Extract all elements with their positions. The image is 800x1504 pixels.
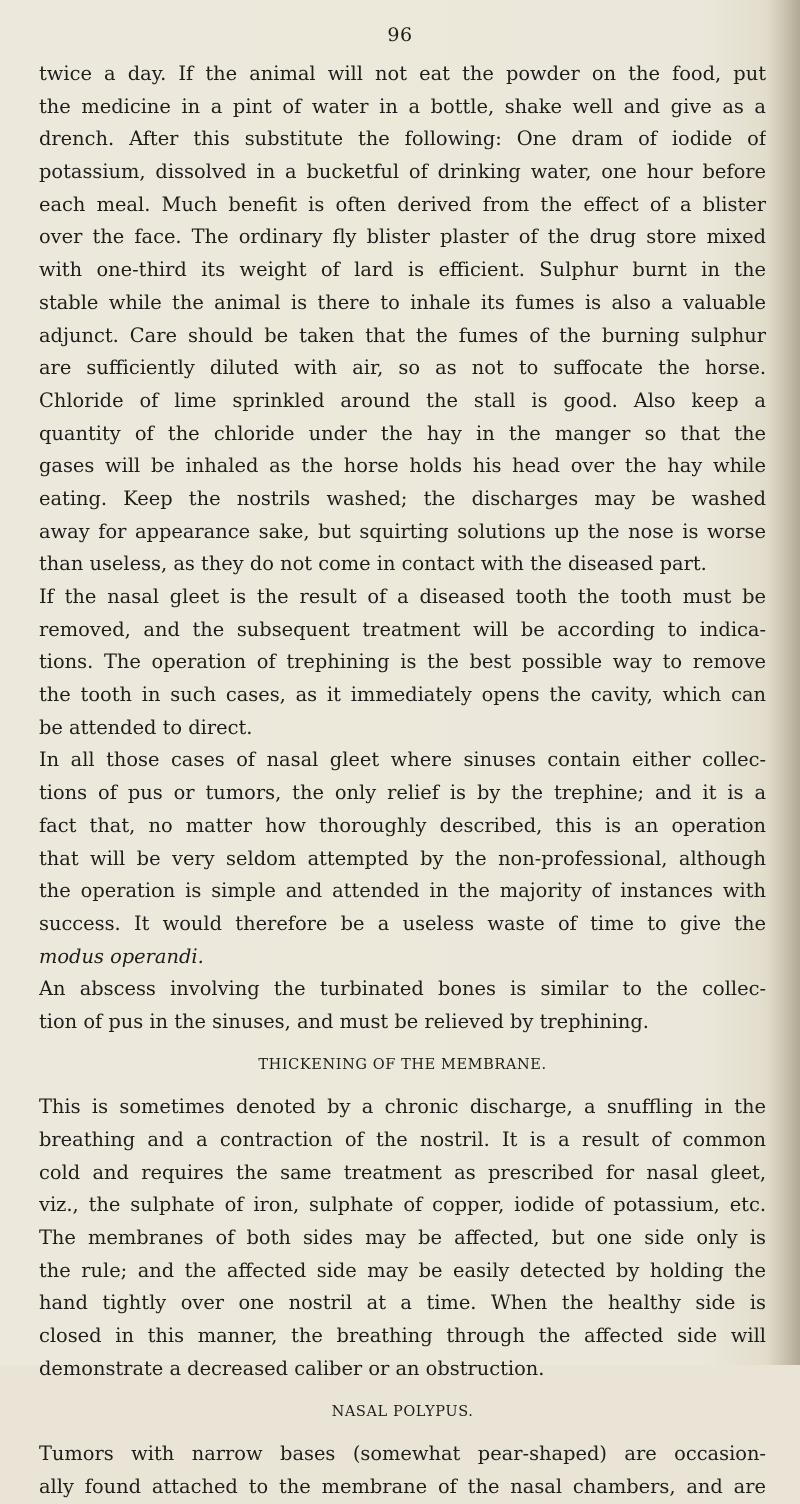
text-line-italic: modus operandi. [39,944,204,968]
text-line: This is sometimes denoted by a chronic discharge, a snuffling in the [39,1095,766,1119]
page-edge-shadow [766,0,800,1365]
text-line: hand tightly over one nostril at a time. When the healthy side is [39,1291,766,1315]
text-line: If the nasal gleet is the result of a diseased tooth the tooth must be [39,585,766,608]
text-line: drench. After this substitute the following: One dram of iodide of [39,127,766,151]
text-line: eating. Keep the nostrils washed; the discharges may be washed [39,486,766,510]
text-line: twice a day. If the animal will not eat the powder on the food, put [39,62,766,85]
text-line: adjunct. Care should be taken that the fumes of the burning sulphur [39,323,766,347]
text-line: In all those cases of nasal gleet where sinuses contain either collec- [39,748,766,772]
body-text [39,58,766,1504]
text-line: ally found attached to the membrane of the nasal chambers, and are [39,1474,766,1498]
text-line: success. It would therefore be a useless waste of time to give the [39,911,766,935]
text-line: viz., the sulphate of iron, sulphate of copper, iodide of potassium, etc. [39,1193,766,1217]
text-line: gases will be inhaled as the horse holds his head over the hay while [39,454,766,478]
text-line: that will be very seldom attempted by the non-professional, although [39,846,766,870]
text-line: away for appearance sake, but squirting solutions up the nose is worse [39,519,766,543]
section-heading: NASAL POLYPUS. [331,1403,474,1420]
text-line: the tooth in such cases, as it immediately opens the cavity, which can [39,683,766,707]
text-line: closed in this manner, the breathing through the affected side will [39,1324,766,1348]
text-line: The membranes of both sides may be affected, but one side only is [39,1226,766,1250]
text-line: quantity of the chloride under the hay in the manger so that the [39,421,766,445]
text-line: the operation is simple and attended in the majority of instances with [39,879,766,903]
text-line: removed, and the subsequent treatment will be according to indica- [39,617,766,641]
text-line: over the face. The ordinary fly blister plaster of the drug store mixed [39,225,766,249]
text-line: potassium, dissolved in a bucketful of drinking water, one hour before [39,160,766,184]
text-line: the rule; and the affected side may be easily detected by holding the [39,1258,766,1282]
text-line: with one-third its weight of lard is efficient. Sulphur burnt in the [39,258,766,282]
text-line: than useless, as they do not come in contact with the diseased part. [39,552,707,576]
text-line: are sufficiently diluted with air, so as not to suffocate the horse. [39,356,766,380]
text-line: tions of pus or tumors, the only relief is by the trephine; and it is a [39,781,766,805]
text-line: An abscess involving the turbinated bones is similar to the collec- [39,977,766,1001]
text-line: tions. The operation of trephining is the best possible way to remove [39,650,766,674]
text-line: demonstrate a decreased caliber or an obstruction. [39,1356,545,1380]
text-line: tion of pus in the sinuses, and must be relieved by trephining. [39,1009,649,1033]
text-line: the medicine in a pint of water in a bottle, shake well and give as a [39,94,766,118]
text-line: stable while the animal is there to inhale its fumes is also a valuable [39,290,766,314]
text-line: Chloride of lime sprinkled around the stall is good. Also keep a [39,388,766,412]
section-heading: THICKENING OF THE MEMBRANE. [258,1056,547,1073]
text-line: breathing and a contraction of the nostril. It is a result of common [39,1128,766,1151]
text-line: be attended to direct. [39,715,253,739]
text-line: fact that, no matter how thoroughly described, this is an operation [39,813,766,837]
text-line: each meal. Much benefit is often derived from the effect of a blister [39,192,766,216]
text-line: Tumors with narrow bases (somewhat pear-shaped) are occasion- [39,1442,766,1466]
text-line: cold and requires the same treatment as prescribed for nasal gleet, [39,1160,766,1184]
page-number: 96 [387,24,413,46]
